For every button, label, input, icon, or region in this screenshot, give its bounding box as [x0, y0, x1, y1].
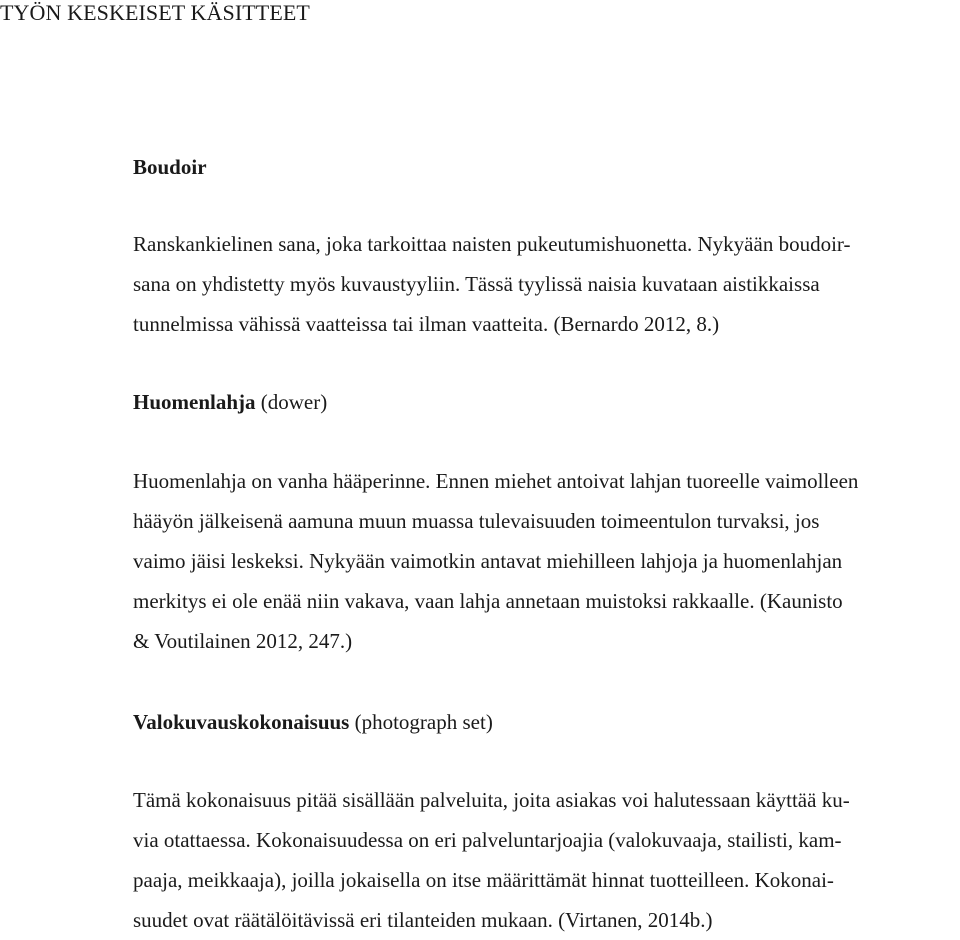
- definition-line: sana on yhdistetty myös kuvaustyyliin. Tässä tyylissä naisia kuvataan aistikkaissa: [133, 272, 820, 296]
- term-heading-valokuvauskokonaisuus: [133, 707, 493, 737]
- definition-line: via otattaessa. Kokonaisuudessa on eri palveluntarjoajia (valokuvaaja, stailisti, kam-: [133, 828, 842, 852]
- term-heading-huomenlahja: [133, 387, 327, 417]
- term-qualifier: (dower): [255, 390, 328, 414]
- definition-line: vaimo jäisi leskeksi. Nykyään vaimotkin antavat miehilleen lahjoja ja huomenlahjan: [133, 549, 843, 573]
- definition-line: suudet ovat räätälöitävissä eri tilanteiden mukaan. (Virtanen, 2014b.): [133, 908, 713, 932]
- definition-line: merkitys ei ole enää niin vakava, vaan lahja annetaan muistoksi rakkaalle. (Kaunisto: [133, 589, 843, 613]
- term-qualifier: (photograph set): [349, 710, 493, 734]
- definition-boudoir: [133, 224, 960, 344]
- definition-huomenlahja: [133, 461, 960, 661]
- definition-line: Ranskankielinen sana, joka tarkoittaa naisten pukeutumishuonetta. Nykyään boudoir-: [133, 232, 851, 256]
- definition-line: & Voutilainen 2012, 247.): [133, 629, 353, 653]
- term-name: Valokuvauskokonaisuus: [133, 710, 350, 734]
- page-heading: TYÖN KESKEISET KÄSITTEET: [0, 0, 310, 25]
- definition-line: paaja, meikkaaja), joilla jokaisella on itse määrittämät hinnat tuotteilleen. Kokonai-: [133, 868, 834, 892]
- term-name: Huomenlahja: [133, 390, 256, 414]
- definition-line: Huomenlahja on vanha hääperinne. Ennen miehet antoivat lahjan tuoreelle vaimolleen: [133, 469, 859, 493]
- definition-line: tunnelmissa vähissä vaatteissa tai ilman vaatteita. (Bernardo 2012, 8.): [133, 312, 720, 336]
- term-name: Boudoir: [133, 155, 207, 179]
- term-heading-boudoir: [133, 152, 207, 182]
- definition-line: Tämä kokonaisuus pitää sisällään palveluita, joita asiakas voi halutessaan käyttää ku-: [133, 788, 850, 812]
- definition-line: hääyön jälkeisenä aamuna muun muassa tulevaisuuden toimeentulon turvaksi, jos: [133, 509, 820, 533]
- definition-valokuvauskokonaisuus: [133, 780, 960, 940]
